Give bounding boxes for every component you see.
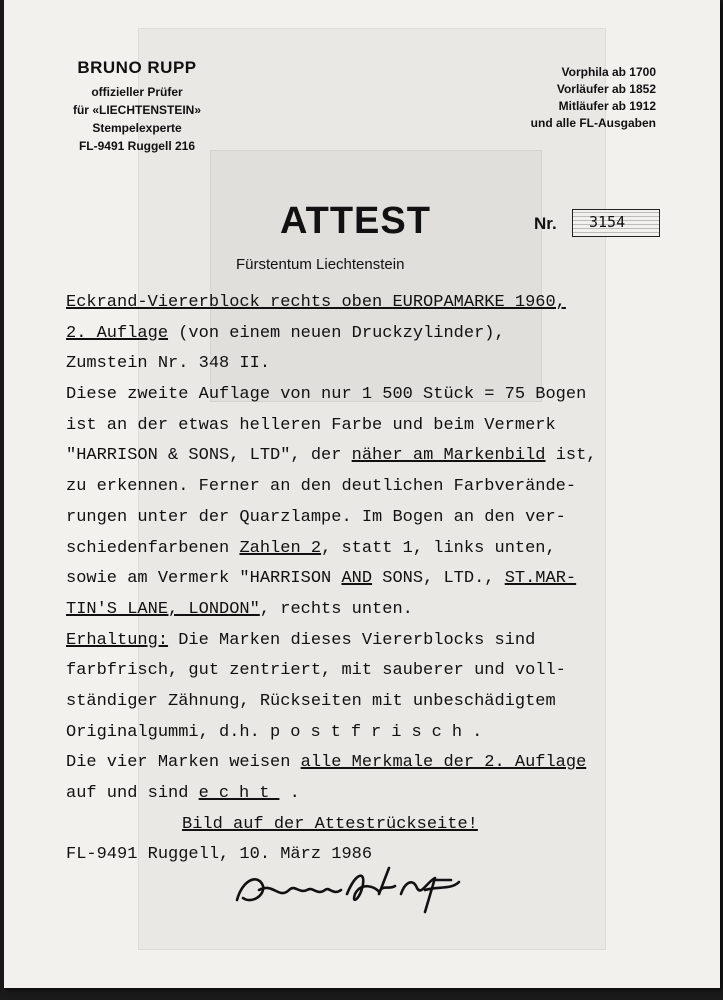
body-text: , rechts unten. [259, 599, 413, 619]
body-text: TIN'S LANE, LONDON" [66, 599, 260, 619]
body-line [66, 748, 706, 779]
body-text: Bild auf der Attestrückseite! [182, 814, 478, 834]
body-line [66, 626, 706, 657]
body-line [66, 810, 706, 841]
body-text: ST.MAR- [504, 569, 577, 589]
body-text: auf und sind [66, 784, 199, 803]
body-line: rungen unter der Quarzlampe. Im Bogen an den ver- [66, 507, 566, 527]
body-text: postfrisch [270, 722, 473, 742]
body-line: Zumstein Nr. 348 II. [66, 354, 271, 374]
letterhead-line: offizieller Prüfer [91, 85, 183, 99]
body-text: echt [198, 784, 280, 803]
letterhead-line: für «LIECHTENSTEIN» [72, 103, 201, 117]
body-text: , statt 1, links unten, [321, 538, 556, 558]
body-text: sowie am Vermerk "HARRISON [66, 569, 342, 589]
number-label: Nr. [534, 214, 557, 233]
body-text: Zahlen 2 [239, 538, 322, 558]
specialty-line: Vorläufer ab 1852 [556, 82, 656, 96]
examiner-name: BRUNO RUPP [77, 58, 197, 77]
body-text: . [472, 722, 483, 742]
specialty-line: und alle FL-Ausgaben [530, 116, 656, 130]
body-text: schiedenfarbenen [66, 538, 240, 558]
body-text: Die Marken dieses Viererblocks sind [168, 630, 536, 650]
body-text: AND [341, 569, 373, 589]
body-text: ist, [545, 446, 597, 466]
body-line [66, 595, 706, 626]
body-line: Diese zweite Auflage von nur 1 500 Stück = 75 Bogen [66, 385, 587, 405]
letterhead-line: Stempelexperte [92, 121, 182, 135]
body-text: näher am Markenbild [351, 446, 546, 466]
specialty-line: Mitläufer ab 1912 [558, 99, 656, 113]
body-line: farbfrisch, gut zentriert, mit sauberer und voll- [66, 661, 566, 681]
letterhead [62, 58, 212, 155]
body-text: Erhaltung: [66, 630, 169, 650]
body-text: . [279, 784, 300, 803]
specialties [531, 64, 656, 132]
body-text: 2. Auflage [66, 323, 169, 343]
handwritten-signature [229, 860, 469, 920]
body-text: Eckrand-Viererblock rechts oben [66, 293, 393, 312]
certificate-number: 3154 [589, 213, 626, 231]
body-text: Originalgummi, d.h. [66, 722, 271, 742]
body-line: ständiger Zähnung, Rückseiten mit unbeschädigtem [66, 691, 556, 711]
body-text: SONS, LTD., [372, 569, 505, 589]
certificate-sheet [4, 0, 720, 988]
body-text: Die vier Marken weisen [66, 753, 301, 773]
body-line [66, 779, 706, 810]
body-text: (von einem neuen Druckzylinder), [168, 323, 505, 343]
body-line [66, 718, 706, 749]
body-line [66, 534, 706, 565]
body-line [66, 564, 706, 595]
body-text: EUROPAMARKE 1960, [392, 293, 566, 312]
body-line [66, 441, 706, 472]
body-line: zu erkennen. Ferner an den deutlichen Farbverände- [66, 477, 577, 497]
body-line: FL-9491 Ruggell, 10. März 1986 [66, 845, 373, 865]
body-text: alle Merkmale der 2. Auflage [300, 753, 587, 773]
certificate-body [66, 288, 706, 871]
body-line: ist an der etwas helleren Farbe und beim Vermerk [66, 415, 556, 435]
document-title: ATTEST [280, 200, 431, 242]
body-line [66, 319, 706, 350]
document-subtitle: Fürstentum Liechtenstein [236, 256, 405, 273]
specialty-line: Vorphila ab 1700 [561, 65, 656, 79]
body-line [66, 288, 706, 319]
body-text: "HARRISON & SONS, LTD", der [66, 446, 352, 466]
letterhead-line: FL-9491 Ruggell 216 [78, 139, 196, 153]
